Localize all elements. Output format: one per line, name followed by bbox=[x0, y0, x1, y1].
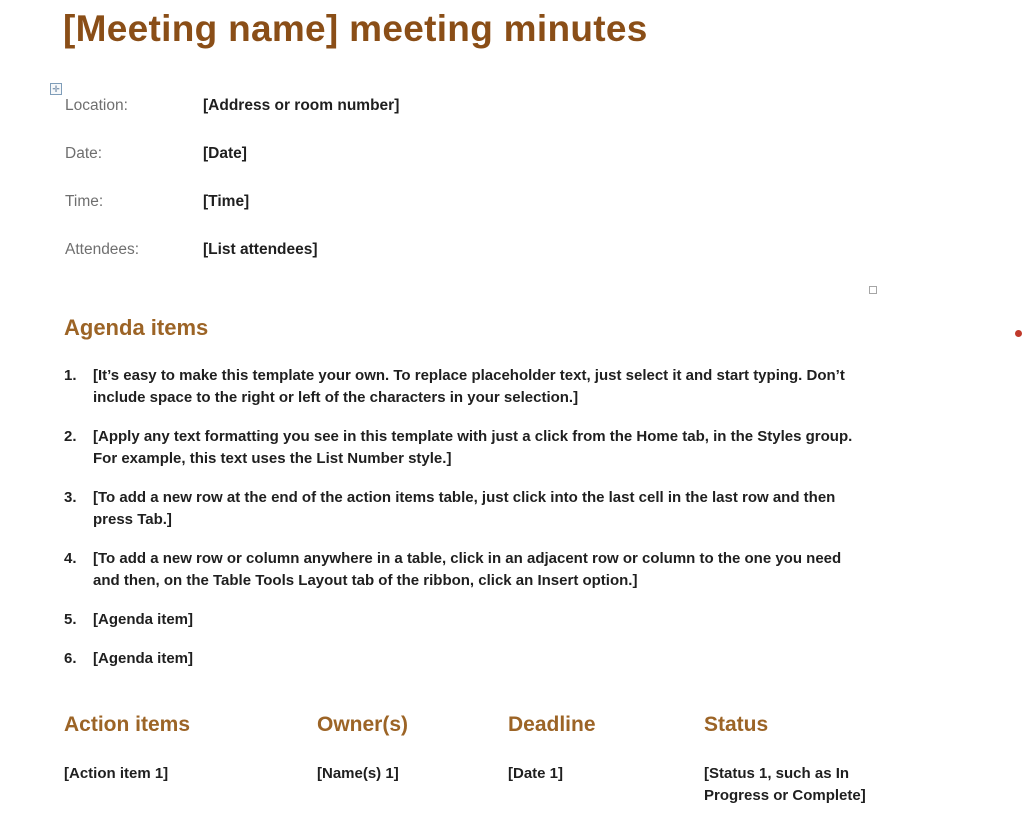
agenda-item-text[interactable]: [Agenda item] bbox=[93, 611, 194, 628]
info-row-attendees bbox=[65, 241, 399, 289]
meeting-info-table bbox=[65, 97, 399, 289]
resize-handle-icon[interactable] bbox=[869, 286, 877, 294]
info-row-location bbox=[65, 97, 399, 145]
agenda-item-number: 6. bbox=[64, 650, 77, 667]
info-row-date bbox=[65, 145, 399, 193]
agenda-item-text[interactable]: [Agenda item] bbox=[93, 650, 194, 667]
document-title[interactable]: [Meeting name] meeting minutes bbox=[63, 8, 648, 49]
agenda-item-text[interactable]: [To add a new row at the end of the action items table, just click into the last cell in the last row and then press Tab.] bbox=[93, 489, 836, 528]
agenda-item-number: 3. bbox=[64, 489, 77, 506]
agenda-item-text[interactable]: [Apply any text formatting you see in this template with just a click from the Home tab, in the Styles group. For example, this text uses the List Number style.] bbox=[93, 428, 853, 467]
action-items-table bbox=[64, 712, 984, 807]
info-row-time bbox=[65, 193, 399, 241]
agenda-item-number: 1. bbox=[64, 367, 77, 384]
owners-column-header: Owner(s) bbox=[317, 713, 409, 736]
agenda-list-item bbox=[64, 648, 874, 670]
agenda-items-heading: Agenda items bbox=[64, 315, 209, 340]
attendees-label: Attendees: bbox=[65, 241, 140, 258]
time-label: Time: bbox=[65, 193, 104, 210]
agenda-list-item bbox=[64, 487, 874, 531]
owner-cell[interactable]: [Name(s) 1] bbox=[317, 765, 399, 782]
attendees-value[interactable]: [List attendees] bbox=[203, 241, 318, 258]
date-label: Date: bbox=[65, 145, 103, 162]
deadline-cell[interactable]: [Date 1] bbox=[508, 765, 564, 782]
location-label: Location: bbox=[65, 97, 128, 114]
time-value[interactable]: [Time] bbox=[203, 193, 250, 210]
status-cell[interactable]: [Status 1, such as In Progress or Complete] bbox=[704, 765, 866, 804]
location-value[interactable]: [Address or room number] bbox=[203, 97, 400, 114]
agenda-list-item bbox=[64, 548, 874, 592]
agenda-item-number: 5. bbox=[64, 611, 77, 628]
agenda-list-item bbox=[64, 426, 874, 470]
table-move-handle-icon[interactable]: ✛ bbox=[50, 83, 62, 95]
agenda-list-item bbox=[64, 365, 874, 409]
agenda-item-text[interactable]: [To add a new row or column anywhere in a table, click in an adjacent row or column to the one you need and then, on the Table Tools Layout tab of the ribbon, click an Insert option.] bbox=[93, 550, 842, 589]
agenda-list bbox=[64, 365, 874, 687]
comment-marker-icon bbox=[1015, 330, 1022, 337]
action-items-column-header: Action items bbox=[64, 713, 191, 736]
agenda-list-item bbox=[64, 609, 874, 631]
deadline-column-header: Deadline bbox=[508, 713, 596, 736]
agenda-item-number: 2. bbox=[64, 428, 77, 445]
action-item-cell[interactable]: [Action item 1] bbox=[64, 765, 169, 782]
date-value[interactable]: [Date] bbox=[203, 145, 247, 162]
status-column-header: Status bbox=[704, 713, 769, 736]
agenda-item-number: 4. bbox=[64, 550, 77, 567]
agenda-item-text[interactable]: [It’s easy to make this template your own. To replace placeholder text, just select it and start typing. Don’t include space to the right or left of the characters in your selection.] bbox=[93, 367, 845, 406]
